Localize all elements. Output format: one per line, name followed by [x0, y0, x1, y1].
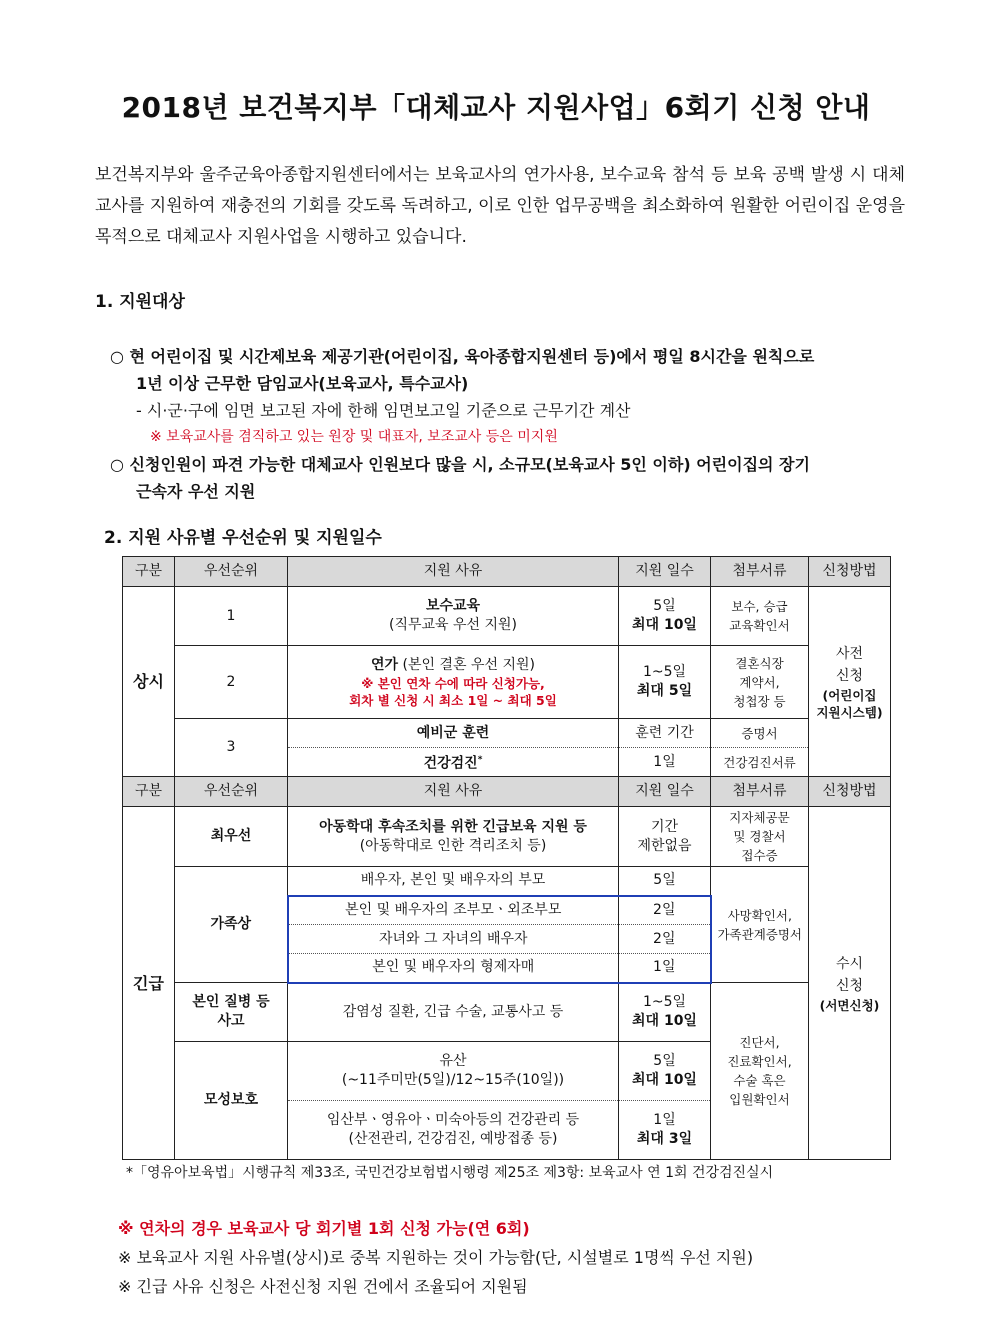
footnote: *「영유아보육법」시행규칙 제33조, 국민건강보험법시행령 제25조 제3항: 보육교사 연 1회 건강검진실시	[126, 1165, 774, 1181]
header-cell: 구분	[123, 777, 175, 807]
table-row	[123, 983, 891, 1042]
header-cell: 신청방법	[809, 777, 891, 807]
days-max: 최대 5일	[636, 683, 693, 699]
days-value: 5일	[653, 1053, 676, 1069]
page-title: 2018년 보건복지부「대체교사 지원사업」6회기 신청 안내	[121, 91, 871, 124]
header-cell: 지원 일수	[619, 777, 711, 807]
days-cell: 훈련 기간	[619, 719, 711, 748]
note-3: ※ 긴급 사유 신청은 사전신청 지원 건에서 조율되어 지원됨	[118, 1277, 528, 1296]
days-cell: 2일	[619, 896, 711, 925]
sub-note-1: - 시·군·구에 임면 보고된 자에 한해 임면보고일 기준으로 근무기간 계산	[136, 401, 631, 420]
header-cell: 첨부서류	[711, 557, 809, 587]
reason-cell: 예비군 훈련	[288, 719, 619, 748]
reason-cell	[288, 748, 619, 777]
docs-cell: 증명서	[711, 719, 809, 748]
reason-red-1: ※ 본인 연차 수에 따라 신청가능,	[361, 675, 545, 691]
note-2: ※ 보육교사 지원 사유별(상시)로 중복 지원하는 것이 가능함(단, 시설별로 1명씩 우선 지원)	[118, 1248, 754, 1267]
table-row	[123, 719, 891, 748]
days-cell: 2일	[619, 925, 711, 954]
days-value: 5일	[653, 598, 676, 614]
category-urgent: 긴급	[123, 807, 175, 1160]
header-cell: 신청방법	[809, 557, 891, 587]
docs-cell: 사망확인서, 가족관계증명서	[711, 867, 809, 983]
table-header-row	[123, 777, 891, 807]
table-row	[123, 867, 891, 896]
docs-cell: 진단서, 진료확인서, 수술 혹은 입원확인서	[711, 983, 809, 1160]
reason-cell: 본인 및 배우자의 조부모ㆍ외조부모	[288, 896, 619, 925]
days-cell	[619, 1042, 711, 1101]
reason-cell: 본인 및 배우자의 형제자매	[288, 954, 619, 983]
footnote-mark: *	[477, 754, 483, 765]
days-cell: 1일	[619, 954, 711, 983]
reason-title	[291, 656, 615, 675]
table-row	[123, 646, 891, 719]
rank-cell: 3	[175, 719, 288, 777]
method-main: 사전 신청	[835, 645, 864, 684]
docs-cell: 건강검진서류	[711, 748, 809, 777]
section1-heading: 1. 지원대상	[95, 292, 185, 312]
table-header-row	[123, 557, 891, 587]
days-cell	[619, 983, 711, 1042]
method-regular	[809, 587, 891, 777]
header-cell: 지원 사유	[288, 557, 619, 587]
reason-sub: (~11주미만(5일)/12~15주(10일))	[341, 1072, 565, 1088]
section2-heading: 2. 지원 사유별 우선순위 및 지원일수	[104, 528, 382, 548]
rank-cell: 최우선	[175, 807, 288, 867]
reason-bold: 연가	[371, 656, 399, 673]
header-cell: 지원 일수	[619, 557, 711, 587]
reason-cell: 자녀와 그 자녀의 배우자	[288, 925, 619, 954]
method-sub: (서면신청)	[819, 997, 880, 1013]
reason-cell: 감염성 질환, 긴급 수술, 교통사고 등	[288, 983, 619, 1042]
days-max: 최대 10일	[632, 1013, 697, 1030]
reason-cell	[288, 646, 619, 719]
days-max: 최대 10일	[632, 1072, 697, 1088]
reason-cell	[288, 1042, 619, 1101]
days-cell	[619, 587, 711, 646]
method-urgent	[809, 807, 891, 1160]
bullet2-line1: ○ 신청인원이 파견 가능한 대체교사 인원보다 많을 시, 소규모(보육교사 5인 이하) 어린이집의 장기	[110, 455, 810, 474]
docs-cell: 지자체공문 및 경찰서 접수증	[711, 807, 809, 867]
intro-paragraph: 보건복지부와 울주군육아종합지원센터에서는 보육교사의 연가사용, 보수교육 참석 등 보육 공백 발생 시 대체교사를 지원하여 재충전의 기회를 갖도록 독려하고, 이로 인한 업무공백을 최소화하여 원활한 어린이집 운영을 목적으로 대체교사 지원사업을 시행하고 있습니다.	[95, 165, 905, 247]
method-main: 수시 신청	[835, 955, 864, 994]
method-sub: (어린이집 지원시스템)	[816, 687, 883, 720]
reason-cell	[288, 587, 619, 646]
table-row	[123, 807, 891, 867]
reason-text: 건강검진	[423, 755, 478, 772]
days-value: 1~5일	[642, 664, 687, 680]
header-cell: 우선순위	[175, 777, 288, 807]
reason-cell	[288, 807, 619, 867]
docs-cell: 결혼식장 계약서, 청첩장 등	[711, 646, 809, 719]
bullet1-line2: 1년 이상 근무한 담임교사(보육교사, 특수교사)	[136, 374, 469, 393]
reason-sub: (직무교육 우선 지원)	[388, 617, 518, 633]
table-row	[123, 587, 891, 646]
reason-rest: (본인 결혼 우선 지원)	[398, 656, 535, 673]
days-cell: 5일	[619, 867, 711, 896]
reason-title: 보수교육	[425, 598, 481, 614]
header-cell: 지원 사유	[288, 777, 619, 807]
support-table	[122, 556, 891, 1160]
rank-cell: 가족상	[175, 867, 288, 983]
bullet2-line2: 근속자 우선 지원	[136, 482, 256, 501]
days-cell: 1일	[619, 748, 711, 777]
days-cell: 기간 제한없음	[619, 807, 711, 867]
days-max: 최대 3일	[636, 1131, 693, 1147]
category-regular: 상시	[123, 587, 175, 777]
days-cell	[619, 1101, 711, 1160]
days-max: 최대 10일	[632, 617, 697, 633]
days-value: 1~5일	[642, 994, 687, 1011]
sub-note-2: ※ 보육교사를 겸직하고 있는 원장 및 대표자, 보조교사 등은 미지원	[150, 429, 558, 445]
reason-sub: (아동학대로 인한 격리조치 등)	[359, 837, 547, 854]
reason-cell: 배우자, 본인 및 배우자의 부모	[288, 867, 619, 896]
days-cell	[619, 646, 711, 719]
header-cell: 우선순위	[175, 557, 288, 587]
reason-sub: (산전관리, 건강검진, 예방접종 등)	[348, 1131, 558, 1147]
days-value: 1일	[653, 1112, 676, 1128]
bullet1-line1: ○ 현 어린이집 및 시간제보육 제공기관(어린이집, 육아종합지원센터 등)에서 평일 8시간을 원칙으로	[110, 347, 815, 366]
rank-cell: 모성보호	[175, 1042, 288, 1160]
docs-cell: 보수, 승급 교육확인서	[711, 587, 809, 646]
reason-title: 유산	[439, 1053, 467, 1069]
reason-red-2: 회차 별 신청 시 최소 1일 ~ 최대 5일	[349, 692, 557, 708]
rank-cell: 1	[175, 587, 288, 646]
note-1: ※ 연차의 경우 보육교사 당 회기별 1회 신청 가능(연 6회)	[118, 1219, 530, 1238]
rank-cell: 본인 질병 등 사고	[175, 983, 288, 1042]
header-cell: 구분	[123, 557, 175, 587]
rank-cell: 2	[175, 646, 288, 719]
reason-title: 아동학대 후속조치를 위한 긴급보육 지원 등	[319, 818, 587, 835]
reason-title: 임산부ㆍ영유아ㆍ미숙아등의 건강관리 등	[326, 1112, 580, 1128]
reason-cell	[288, 1101, 619, 1160]
header-cell: 첨부서류	[711, 777, 809, 807]
